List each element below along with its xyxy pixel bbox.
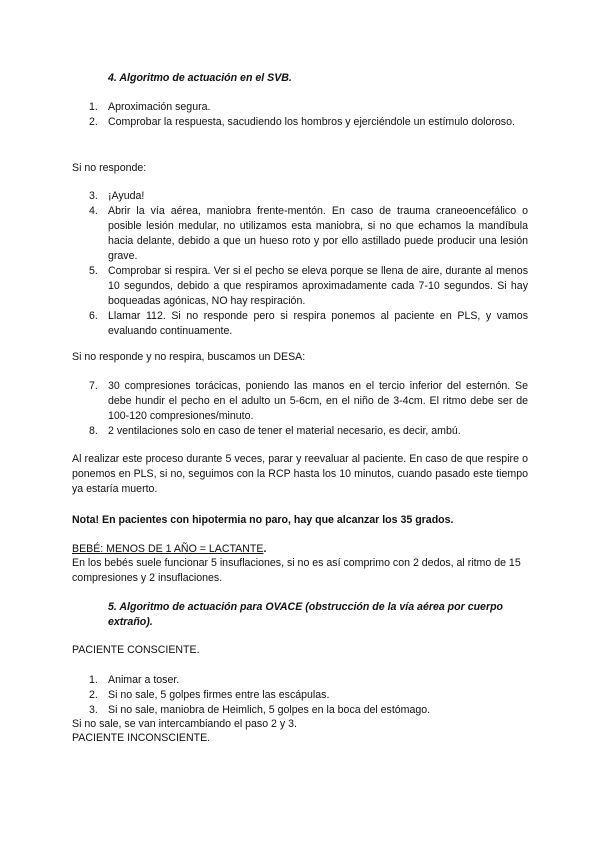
list-item: 6. Llamar 112. Si no responde pero si respira ponemos al paciente en PLS, y vamos evaluando continuamente. <box>89 310 528 337</box>
list-item: 8. 2 ventilaciones solo en caso de tener el material necesario, es decir, ambú. <box>89 425 461 437</box>
document-page <box>72 0 528 848</box>
ovace-steps-list <box>72 673 528 718</box>
section-5-heading: 5. Algoritmo de actuación para OVACE (obstrucción de la vía aérea por cuerpo extraño). <box>108 601 504 628</box>
list-item: 1. Aproximación segura. <box>89 101 211 113</box>
list-item: 3. ¡Ayuda! <box>89 190 145 202</box>
paciente-consciente: PACIENTE CONSCIENTE. <box>72 644 200 656</box>
list-item: 1. Animar a toser. <box>89 674 180 686</box>
no-respira-text: Si no responde y no respira, buscamos un DESA: <box>72 351 306 363</box>
list-item: 2. Comprobar la respuesta, sacudiendo los hombros y ejerciéndole un estímulo doloroso. <box>89 116 515 128</box>
list-item: 7. 30 compresiones torácicas, poniendo las manos en el tercio inferior del esternón. Se debe hundir el pecho en el adulto un 5-6cm, en el niño de 3-4cm. El ritmo debe ser de 100-120 compresiones/minuto. <box>89 380 528 422</box>
section-4-heading: 4. Algoritmo de actuación en el SVB. <box>108 72 292 84</box>
no-responde-text: Si no responde: <box>72 162 147 174</box>
list-item: 4. Abrir la vía aérea, maniobra frente-mentón. En caso de trauma craneoencefálico o posible lesión medular, no utilizamos esta maniobra, si no que echamos la mandíbula hacia delante, debido a que un hueso roto y por ello astillado puede producir una lesión grave. <box>89 205 528 262</box>
list-item: 3. Si no sale, maniobra de Heimlich, 5 golpes en la boca del estómago. <box>89 704 431 716</box>
svb-steps-list-3 <box>72 379 528 439</box>
svb-steps-list-2 <box>72 189 528 339</box>
svb-steps-list-1 <box>72 100 528 130</box>
hypothermia-note: Nota! En pacientes con hipotermia no paro, hay que alcanzar los 35 grados. <box>72 514 454 526</box>
bebe-text: En los bebés suele funcionar 5 insuflaciones, si no es así comprimo con 2 dedos, al ritmo de 15 compresiones y 2 insuflaciones. <box>72 557 521 584</box>
list-item: 5. Comprobar si respira. Ver si el pecho se eleva porque se llena de aire, durante al menos 10 segundos, debido a que respiramos aproximadamente cada 7-10 segundos. Si hay boqueadas agónicas, NO hay respiración. <box>89 265 528 307</box>
repeat-paragraph: Al realizar este proceso durante 5 veces, parar y reevaluar al paciente. En caso de que respire o ponemos en PLS, si no, seguimos con la RCP hasta los 10 minutos, cuando pasado este tiempo ya estaría muerto. <box>72 453 528 495</box>
paciente-inconsciente: PACIENTE INCONSCIENTE. <box>72 732 211 744</box>
intercambiando-text: Si no sale, se van intercambiando el paso 2 y 3. <box>72 718 297 730</box>
list-item: 2. Si no sale, 5 golpes firmes entre las escápulas. <box>89 689 330 701</box>
bebe-heading: BEBÉ: MENOS DE 1 AÑO = LACTANTE. <box>72 543 267 555</box>
